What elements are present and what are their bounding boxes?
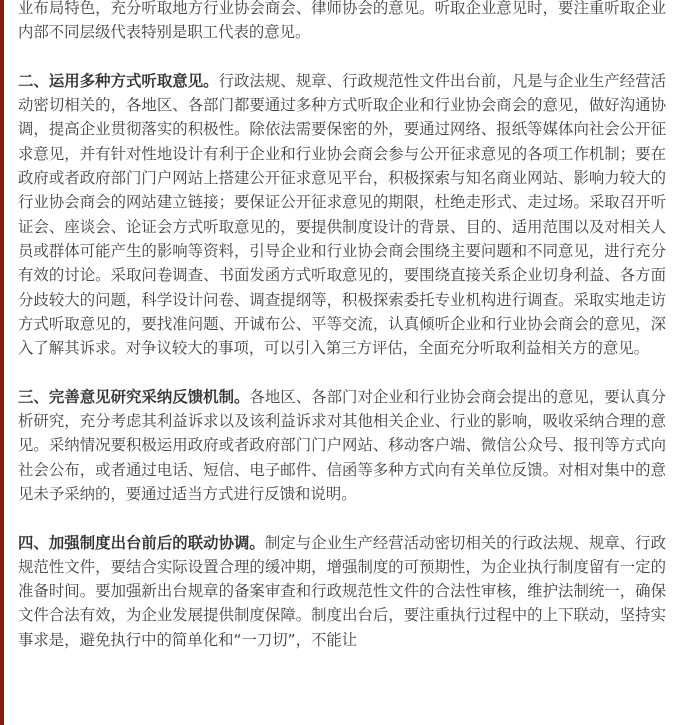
intro-paragraph	[18, 0, 666, 45]
section-paragraph-4	[18, 531, 666, 652]
section-heading-3: 三、完善意见研究采纳反馈机制。	[18, 387, 250, 406]
section-paragraph-3	[18, 385, 666, 506]
section-body-2: 行政法规、规章、行政规范性文件出台前，凡是与企业生产经营活动密切相关的，各地区、各部门都要通过多种方式听取企业和行业协会商会的意见，做好沟通协调，提高企业贯彻落实的积极性。除依法需要保密的外，要通过网络、报纸等媒体向社会公开征求意见，并有针对性地设计有利于企业和行业协会商会参与公开征求意见的各项工作机制；要在政府或者政府部门门户网站上搭建公开征求意见平台，积极探索与知名商业网站、影响力较大的行业协会商会的网站建立链接；要保证公开征求意见的期限，杜绝走形式、走过场。采取召开听证会、座谈会、论证会方式听取意见的，要提供制度设计的背景、目的、适用范围以及对相关人员或群体可能产生的影响等资料，引导企业和行业协会商会围绕主要问题和不同意见，进行充分有效的讨论。采取问卷调查、书面发函方式听取意见的，要围绕直接关系企业切身利益、各方面分歧较大的问题，科学设计问卷、调查提纲等，积极探索委托专业机构进行调查。采取实地走访方式听取意见的，要找准问题、开诚布公、平等交流，认真倾听企业和行业协会商会的意见，深入了解其诉求。对争议较大的事项，可以引入第三方评估，全面充分听取利益相关方的意见。	[18, 71, 666, 358]
section-heading-4: 四、加强制度出台前后的联动协调。	[18, 533, 265, 552]
section-heading-2: 二、运用多种方式听取意见。	[18, 71, 219, 90]
left-accent-rule	[0, 0, 4, 725]
section-body-3: 各地区、各部门对企业和行业协会商会提出的意见，要认真分析研究，充分考虑其利益诉求以及该利益诉求对其他相关企业、行业的影响，吸收采纳合理的意见。采纳情况要积极运用政府或者政府部门门户网站、移动客户端、微信公众号、报刊等方式向社会公布，或者通过电话、短信、电子邮件、信函等多种方式向有关单位反馈。对相对集中的意见未予采纳的，要通过适当方式进行反馈和说明。	[18, 387, 666, 503]
section-paragraph-2	[18, 69, 666, 361]
section-body-4: 制定与企业生产经营活动密切相关的行政法规、规章、行政规范性文件，要结合实际设置合理的缓冲期，增强制度的可预期性，为企业执行制度留有一定的准备时间。要加强新出台规章的备案审查和行政规范性文件的合法性审核，维护法制统一，确保文件合法有效，为企业发展提供制度保障。制度出台后，要注重执行过程中的上下联动，坚持实事求是，避免执行中的简单化和“一刀切”，不能让	[18, 533, 666, 649]
intro-text: 业布局特色，充分听取地方行业协会商会、律师协会的意见。听取企业意见时，要注重听取企业内部不同层级代表特别是职工代表的意见。	[18, 0, 666, 42]
article-body	[18, 0, 666, 652]
